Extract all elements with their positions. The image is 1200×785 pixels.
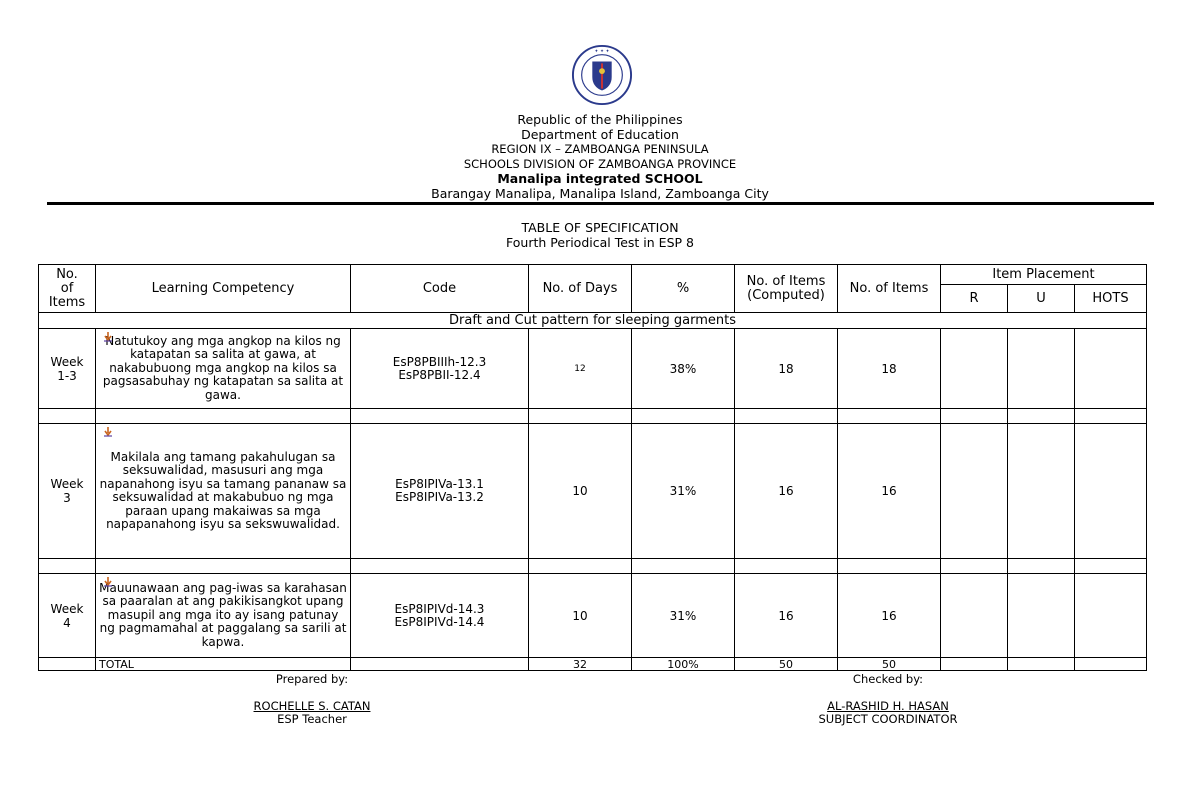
col-header-competency: Learning Competency (96, 265, 351, 313)
prepared-by-label: Prepared by: (275, 672, 349, 686)
total-items: 50 (838, 658, 941, 671)
table-row (39, 329, 1147, 409)
code-cell: EsP8PBIIIh-12.3 EsP8PBII-12.4 (351, 329, 529, 409)
checked-by-name: AL-RASHID H. HASAN (827, 699, 949, 713)
items-cell: 18 (838, 329, 941, 409)
week-cell: Week 4 (39, 574, 96, 658)
total-days: 32 (529, 658, 632, 671)
col-header-u: U (1008, 285, 1075, 313)
checked-by-label: Checked by: (852, 672, 924, 686)
specification-table (38, 264, 1147, 671)
col-header-hots: HOTS (1075, 285, 1147, 313)
code-cell: EsP8IPIVa-13.1 EsP8IPIVa-13.2 (351, 424, 529, 559)
table-row (39, 574, 1147, 658)
document-subtitle: Fourth Periodical Test in ESP 8 (506, 235, 694, 250)
hots-cell (1075, 329, 1147, 409)
header-region: REGION IX – ZAMBOANGA PENINSULA (491, 142, 709, 156)
col-header-placement: Item Placement (941, 265, 1147, 285)
total-row (39, 658, 1147, 671)
hots-cell (1075, 424, 1147, 559)
col-header-no-items: No. of Items (39, 265, 96, 313)
bullet-arrow-icon (103, 332, 113, 342)
week-cell: Week 1-3 (39, 329, 96, 409)
days-cell: 10 (529, 574, 632, 658)
header-department: Department of Education (521, 127, 679, 142)
hots-cell (1075, 574, 1147, 658)
section-label: Draft and Cut pattern for sleeping garments (39, 313, 1147, 329)
col-header-code: Code (351, 265, 529, 313)
computed-cell: 16 (735, 574, 838, 658)
u-cell (1008, 574, 1075, 658)
checked-by-title: SUBJECT COORDINATOR (818, 712, 958, 726)
header-division: SCHOOLS DIVISION OF ZAMBOANGA PROVINCE (463, 157, 737, 171)
header-school: Manalipa integrated SCHOOL (497, 171, 703, 186)
r-cell (941, 424, 1008, 559)
computed-cell: 16 (735, 424, 838, 559)
prepared-by-title: ESP Teacher (277, 712, 347, 726)
total-label: TOTAL (96, 658, 351, 671)
col-header-r: R (941, 285, 1008, 313)
bullet-arrow-icon (103, 427, 113, 437)
header-divider (47, 202, 1154, 205)
r-cell (941, 329, 1008, 409)
table-row (39, 424, 1147, 559)
items-cell: 16 (838, 574, 941, 658)
days-cell: 12 (529, 329, 632, 409)
prepared-by-name: ROCHELLE S. CATAN (253, 699, 371, 713)
u-cell (1008, 329, 1075, 409)
col-header-days: No. of Days (529, 265, 632, 313)
total-computed: 50 (735, 658, 838, 671)
col-header-items: No. of Items (838, 265, 941, 313)
week-cell: Week 3 (39, 424, 96, 559)
competency-cell: Makilala ang tamang pakahulugan sa seksuwalidad, masusuri ang mga napanahong isyu sa tamang pananaw sa seksuwalidad at makabubuo ng mga paraan upang makaiwas sa mga napapanahong isyu sa sekswuwalidad. (96, 424, 351, 559)
deped-seal-logo (571, 44, 633, 106)
col-header-computed: No. of Items (Computed) (735, 265, 838, 313)
items-cell: 16 (838, 424, 941, 559)
percent-cell: 38% (632, 329, 735, 409)
header-address: Barangay Manalipa, Manalipa Island, Zamboanga City (431, 186, 769, 201)
competency-cell: Mauunawaan ang pag-iwas sa karahasan sa paaralan at ang pakikisangkot upang masupil ang mga ito ay isang patunay ng pagmamahal at paggalang sa sarili at kapwa. (96, 574, 351, 658)
document-title: TABLE OF SPECIFICATION (521, 220, 679, 235)
header-republic: Republic of the Philippines (517, 112, 683, 127)
code-cell: EsP8IPIVd-14.3 EsP8IPIVd-14.4 (351, 574, 529, 658)
percent-cell: 31% (632, 574, 735, 658)
col-header-percent: % (632, 265, 735, 313)
bullet-arrow-icon (103, 577, 113, 587)
days-cell: 10 (529, 424, 632, 559)
total-percent: 100% (632, 658, 735, 671)
r-cell (941, 574, 1008, 658)
percent-cell: 31% (632, 424, 735, 559)
competency-cell: Natutukoy ang mga angkop na kilos ng katapatan sa salita at gawa, at nakabubuong mga angkop na kilos sa pagsasabuhay ng katapatan sa salita at gawa. (96, 329, 351, 409)
u-cell (1008, 424, 1075, 559)
svg-text:✦ ✦ ✦: ✦ ✦ ✦ (594, 49, 610, 55)
computed-cell: 18 (735, 329, 838, 409)
